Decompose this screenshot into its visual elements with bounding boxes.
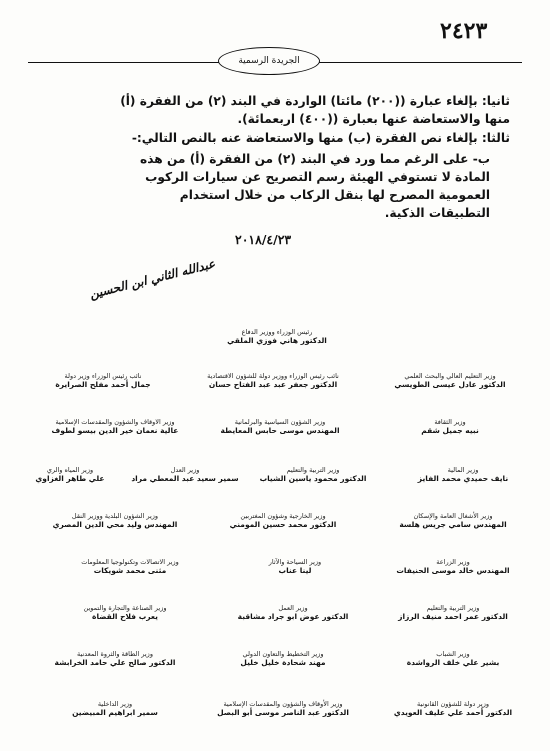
signatory-role: وزير المالية (447, 466, 479, 474)
signatory (248, 466, 378, 484)
signatory (15, 466, 125, 484)
signatory-role: وزير الطاقة والثروة المعدنية (77, 650, 153, 658)
signatory (120, 466, 250, 484)
header-label (218, 47, 320, 75)
signatory-role: وزير العمل (278, 604, 308, 612)
signatory (218, 604, 368, 622)
signatory-role: وزير السياحة والآثار (268, 558, 322, 566)
signatory (235, 558, 355, 576)
signatory-name: سمير ابراهيم المبيضين (72, 708, 158, 717)
signatory-role: وزير الخارجية وشؤون المغتربين (240, 512, 326, 520)
signatory-role: وزير التعليم العالي والبحث العلمي (404, 372, 496, 380)
signatory (202, 328, 352, 346)
signatory (208, 512, 358, 530)
signatory-role: وزير الثقافة (434, 418, 466, 426)
signatory (378, 604, 528, 622)
signatory-name: الدكتور محمود ياسين الشياب (259, 474, 367, 483)
paragraph-item-b (50, 150, 490, 222)
signatory-name: الدكتور جعفر عبد عبد الفتاح حسان (208, 380, 338, 389)
paragraph-item-3 (40, 129, 510, 147)
signatory-role: وزير الشؤون البلدية ووزير النقل (71, 512, 159, 520)
signatory-name: الدكتور هاني فوزي الملقي (227, 336, 327, 345)
signatory-role: وزير الشباب (436, 650, 470, 658)
signatory-name: مثنى محمد شويكات (93, 566, 167, 575)
signatory-role: وزير الاتصالات وتكنولوجيا المعلومات (81, 558, 179, 566)
signatory (50, 604, 200, 622)
signatory-role: وزير العدل (170, 466, 200, 474)
signatory (40, 650, 190, 668)
signatory (55, 558, 205, 576)
signatory (198, 372, 348, 390)
signatory-role: وزير الداخلية (97, 700, 133, 708)
text-line: ب- على الرغم مما ورد في البند (٢) من الفقرة (أ) من هذه (140, 152, 490, 166)
signatory (378, 700, 528, 718)
signatory-role: وزير التربية والتعليم (286, 466, 340, 474)
signatory (375, 418, 525, 436)
signatory (378, 558, 528, 576)
signatory-role: وزير المياه والري (46, 466, 94, 474)
signatory-name: المهندس سامي جريس هلسة (399, 520, 507, 529)
signatory-role: نائب رئيس الوزراء ووزير دولة للشؤون الاقتصادية (207, 372, 339, 380)
text-line: ثانيا: بإلغاء عبارة ((٢٠٠) مائتا) الواردة في البند (٢) من الفقرة (أ) (120, 94, 510, 108)
signatory (205, 418, 355, 436)
signatory-name: جمال أحمد مفلح الصرايرة (55, 380, 151, 389)
signatory-name: الدكتور محمد حسين المومني (229, 520, 337, 529)
text-line: التطبيقات الذكية. (384, 206, 490, 220)
page-number: ٢٤٢٣ (440, 18, 488, 44)
signatory-name: الدكتور عوض ابو جراد مشاقبة (237, 612, 349, 621)
signatory (375, 372, 525, 390)
signatory (388, 466, 538, 484)
signatory-role: وزير الصناعة والتجارة والتموين (83, 604, 167, 612)
paragraph-item-2 (40, 92, 510, 128)
signatory (208, 700, 358, 718)
signatory-name: المهندس خالد موسى الحنيفات (396, 566, 510, 575)
signatory-name: الدكتور عادل عيسى الطويسي (394, 380, 506, 389)
signatory (40, 512, 190, 530)
signatory (40, 418, 190, 436)
signatory (208, 650, 358, 668)
signatory-name: نبيه جميل شقم (421, 426, 479, 435)
signatory-role: وزير الاوقاف والشؤون والمقدسات الإسلامية (55, 418, 175, 426)
signatory-name: المهندس موسى حابس المعايطة (220, 426, 340, 435)
royal-signature: عبدالله الثاني ابن الحسين (88, 256, 217, 302)
signatory-role: وزير الأشغال العامة والإسكان (413, 512, 493, 520)
signatory-name: مهند شحادة خليل خليل (240, 658, 326, 667)
signatory-role: وزير التربية والتعليم (426, 604, 480, 612)
signatory-name: الدكتور عبد الناصر موسى أبو البصل (217, 708, 349, 717)
signatory-name: لينا عناب (278, 566, 312, 575)
signatory (378, 512, 528, 530)
header-label-text: الجريدة الرسمية (238, 56, 300, 66)
signatory (378, 650, 528, 668)
text-line: منها والاستعاضة عنها بعبارة ((٤٠٠) اربعمائة). (237, 112, 510, 126)
signatory-role: وزير الأوقاف والشؤون والمقدسات الإسلامية (223, 700, 343, 708)
signatory (28, 372, 178, 390)
signatory-role: وزير دولة للشؤون القانونية (416, 700, 490, 708)
text-line: ثالثا: بإلغاء نص الفقرة (ب) منها والاستعاضة عنه بالنص التالي:- (131, 131, 510, 145)
signatory-name: الدكتور أحمد علي عليف العويدي (393, 708, 513, 717)
signatory-role: وزير الزراعة (436, 558, 470, 566)
signatory-name: المهندس وليد محي الدين المصري (52, 520, 178, 529)
signatory-role: نائب رئيس الوزراء وزير دولة (64, 372, 142, 380)
decree-date: ٢٠١٨/٤/٢٣ (235, 232, 292, 247)
signatory-name: سمير سعيد عبد المعطي مراد (131, 474, 239, 483)
signatory-name: عالية نعمان خير الدين بيسو لطوف (51, 426, 179, 435)
signatory-role: وزير التخطيط والتعاون الدولي (242, 650, 324, 658)
signatory-name: بشير علي خلف الرواشدة (406, 658, 500, 667)
signatory-role: رئيس الوزراء ووزير الدفاع (241, 328, 313, 336)
signatory-name: الدكتور عمر احمد منيف الرزاز (398, 612, 508, 621)
text-line: المادة لا تستوفي الهيئة رسم التصريح عن سيارات الركوب (145, 170, 490, 184)
signatory (40, 700, 190, 718)
signatory-name: نايف حميدي محمد الفايز (417, 474, 509, 483)
signatory-name: يعرب فلاح القضاة (92, 612, 158, 621)
signatory-role: وزير الشؤون السياسية والبرلمانية (234, 418, 326, 426)
text-line: العمومية المصرح لها بنقل الركاب من خلال استخدام (179, 188, 490, 202)
signatory-name: الدكتور صالح علي حامد الخرابشة (54, 658, 176, 667)
signatory-name: علي طاهر الغزاوي (35, 474, 105, 483)
